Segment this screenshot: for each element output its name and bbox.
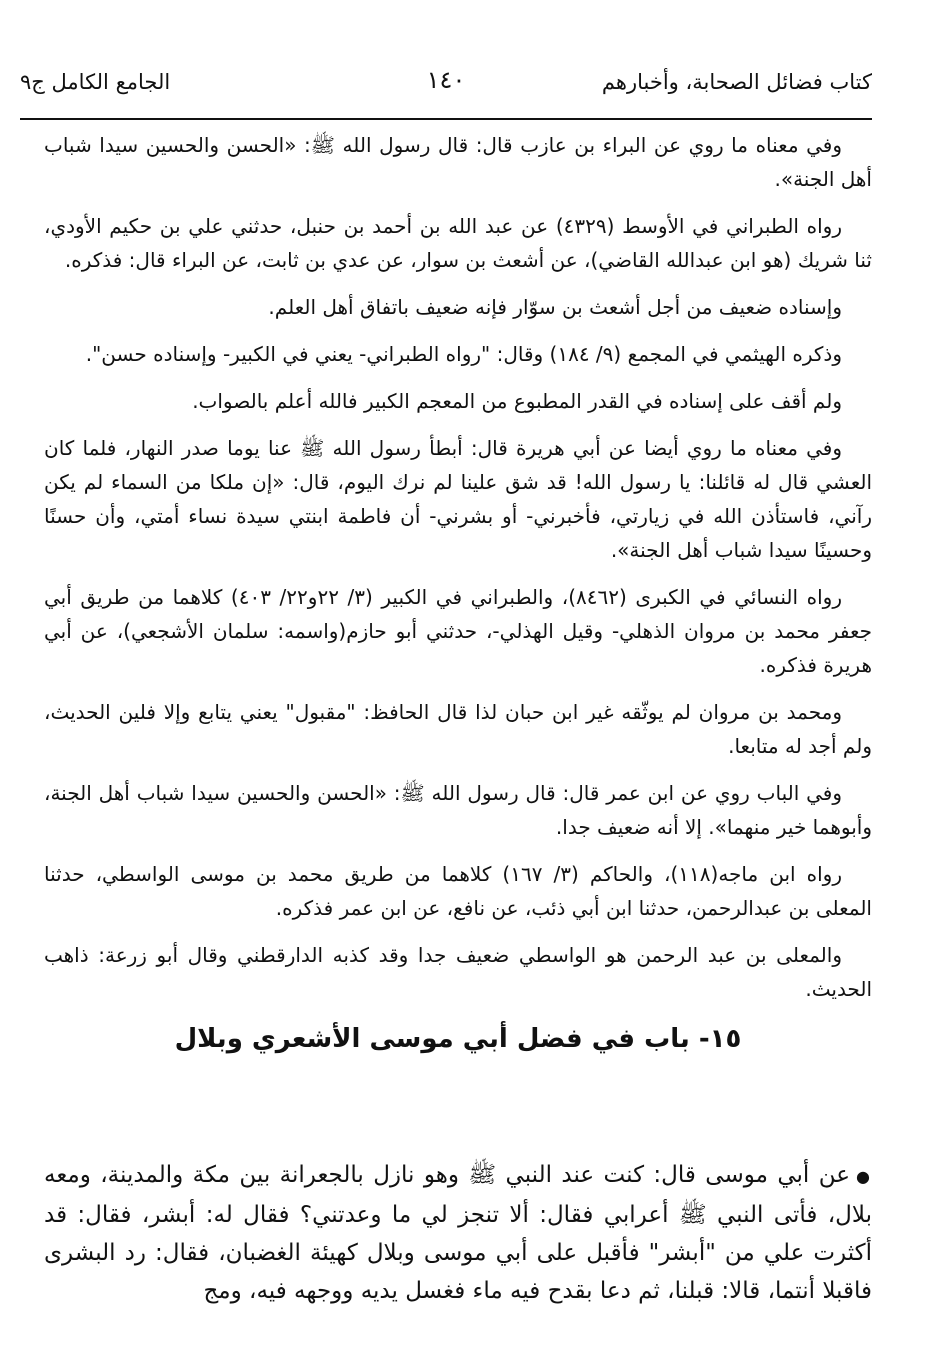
section-title: ١٥- باب في فضل أبي موسى الأشعري وبلال (174, 1024, 742, 1054)
hadith-paragraph (44, 1156, 872, 1310)
paragraph: ولم أقف على إسناده في القدر المطبوع من المعجم الكبير فالله أعلم بالصواب. (192, 389, 842, 413)
page-number: ١٤٠ (426, 66, 466, 94)
hadith-body: عن أبي موسى قال: كنت عند النبي ﷺ وهو نازل بالجعرانة بين مكة والمدينة، ومعه بلال، فأتى النبي ﷺ أعرابي فقال: ألا تنجز لي ما وعدتني؟ فقال له: أبشر، فقال: قد أكثرت علي من "أبشر" فأقبل على أبي موسى وبلال كهيئة الغضبان، فقال: رد البشرى فاقبلا أنتما، قالا: قبلنا، ثم دعا بقدح فيه ماء فغسل يديه ووجهه فيه، ومج (44, 1162, 872, 1304)
paragraph: وفي معناه ما روي أيضا عن أبي هريرة قال: أبطأ رسول الله ﷺ عنا يوما صدر النهار، فلما كان العشي قال له قائلنا: يا رسول الله! قد شق علينا لم نرك اليوم، قال: «إن ملكا من السماء لم يكن رآني، فاستأذن الله في زيارتي، فأخبرني- أو بشرني- أن فاطمة ابنتي سيدة نساء أمتي، وأن حسنًا وحسينًا سيدا شباب أهل الجنة». (44, 436, 872, 562)
paragraph: وذكره الهيثمي في المجمع (٩/ ١٨٤) وقال: "رواه الطبراني- يعني في الكبير- وإسناده حسن". (85, 342, 842, 366)
running-title: الجامع الكامل ج٩ (20, 70, 171, 94)
hadith-text (44, 1156, 872, 1310)
book-title: كتاب فضائل الصحابة، وأخبارهم (601, 70, 872, 94)
paragraph: ومحمد بن مروان لم يوثّقه غير ابن حبان لذا قال الحافظ: "مقبول" يعني يتابع وإلا فلين الحديث، ولم أجد له متابعا. (44, 700, 872, 758)
paragraph: رواه النسائي في الكبرى (٨٤٦٢)، والطبراني في الكبير (٣/ ٢٢و٢٢/ ٤٠٣) كلاهما من طريق أبي جعفر محمد بن مروان الذهلي- وقيل الهذلي-، حدثني أبو حازم(واسمه: سلمان الأشجعي)، عن أبي هريرة فذكره. (44, 585, 872, 677)
main-text (44, 128, 872, 1068)
paragraph: رواه الطبراني في الأوسط (٤٣٢٩) عن عبد الله بن أحمد بن حنبل، حدثني علي بن حكيم الأودي، ثنا شريك (هو ابن عبدالله القاضي)، عن أشعث بن سوار، عن عدي بن ثابت، عن البراء قال: فذكره. (44, 214, 872, 272)
paragraph: وإسناده ضعيف من أجل أشعث بن سوّار فإنه ضعيف باتفاق أهل العلم. (268, 295, 842, 319)
paragraph: والمعلى بن عبد الرحمن هو الواسطي ضعيف جدا وقد كذبه الدارقطني وقال أبو زرعة: ذاهب الحديث. (44, 943, 872, 1001)
header-rule (20, 118, 872, 120)
page-header (20, 64, 872, 104)
bullet-icon: ● (855, 1167, 872, 1186)
paragraph: وفي معناه ما روي عن البراء بن عازب قال: قال رسول الله ﷺ: «الحسن والحسين سيدا شباب أهل الجنة». (44, 133, 872, 191)
paragraph: رواه ابن ماجه(١١٨)، والحاكم (٣/ ١٦٧) كلاهما من طريق محمد بن موسى الواسطي، حدثنا المعلى بن عبدالرحمن، حدثنا ابن أبي ذئب، عن نافع، عن ابن عمر فذكره. (44, 862, 872, 920)
paragraph: وفي الباب روي عن ابن عمر قال: قال رسول الله ﷺ: «الحسن والحسين سيدا شباب أهل الجنة، وأبوهما خير منهما». إلا أنه ضعيف جدا. (44, 781, 872, 839)
